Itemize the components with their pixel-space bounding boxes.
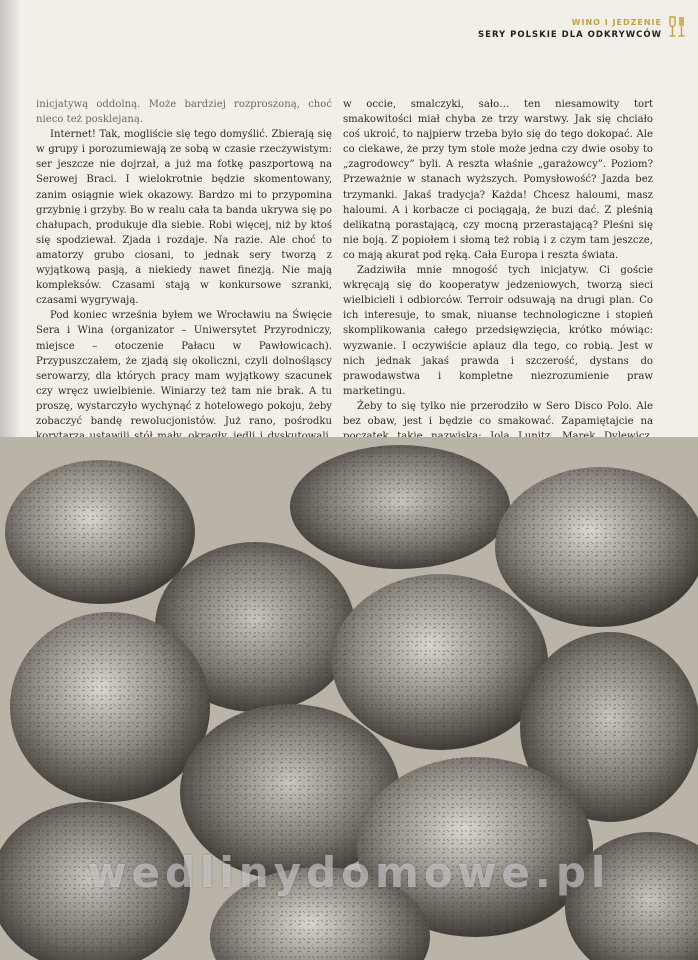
article-title: SERY POLSKIE DLA ODKRYWCÓW (478, 30, 662, 40)
watermark: wedlinydomowe.pl (87, 848, 611, 897)
paragraph: Internet! Tak, mogliście się tego domyślić. Zbierają się w grupy i porozumiewają ze sobą w czasie rzeczywistym: ser jeszcze nie dojrzał, a już ma fotkę paszportową na Serowej Braci. I wielokrotnie będzie skomentowany, zanim osiągnie wiek okazowy. Bardzo mi to przypomina grzybnię i grzyby. Bo w realu cała ta banda ukrywa się po chałupach, produkuje dla siebie. Robi więcej, niż by ktoś się spodziewał. Zjada i rozdaje. Na razie. Ale choć to amatorzy grubo ciosani, to jednak sery tworzą z wyjątkową pasją, a niekiedy nawet finezją. Nie mają kompleksów. Czasami stają w konkursowe szranki, czasami wygrywają. (36, 129, 332, 307)
article-column-right (343, 97, 653, 459)
section-label: WINO I JEDZENIE (571, 18, 662, 27)
paragraph: Zadziwiła mnie mnogość tych inicjatyw. Ci goście wkręcają się do kooperatyw jedzeniowych, tworzą sieci wielbicieli i odbiorców. Terroir odsuwają na drugi plan. Co ich interesuje, to smak, niuanse technologiczne i stopień skomplikowania całego przedsięwzięcia, krótko mówiąc: wyzwanie. I oczywiście aplauz dla tego, co robią. Jest w nich jednak jakaś prawda i szczerość, dystans do prawodawstwa i kompletne niezrozumienie praw marketingu. (343, 265, 653, 397)
paragraph-text: Żeby to się tylko nie przerodziło w Sero Disco Polo. Ale bez obaw, jest i będzie co smakować. Zapamiętajcie na (343, 400, 653, 427)
paragraph: Pod koniec września byłem we Wrocławiu na Święcie Sera i Wina (organizator – Uniwersytet Przyrodniczy, miejsce – otoczenie Pałacu w Pawłowicach). Przypuszczałem, że zjadą się okoliczni, czyli dolnośląscy serowarzy, dla których pracy mam wyjątkowy szacunek czy wręcz uwielbienie. Winiarzy też tam nie brak. A tu proszę, wystarczyło wychynąć z hotelowego pokoju, żeby zobaczyć bandę rewolucjonistów. Już rano, pośrodku (36, 310, 332, 427)
page-fold-shadow (0, 0, 22, 440)
paragraph: inicjatywą oddolną. Może bardziej rozproszoną, choć nieco też posklejaną. (36, 99, 332, 126)
page-header (478, 18, 662, 40)
paragraph: w occie, smalczyki, sało… ten niesamowity tort smakowitości miał chyba ze trzy warstwy. Jak się chciało coś ukroić, to najpierw trzeba było się do tego dokopać. Ale co ciekawe, że przy tym stole może jedna czy dwie osoby to „zagrodowcy” byli. A reszta właśnie „garażowcy”. Poziom? Przeważnie w stanach wyższych. Pomysłowość? Jazda bez trzymanki. Jakaś tradycja? Każda! Chcesz haloumi, masz haloumi. A i korbacze ci pociągają, że buzi dać. Z pleśnią delikatną porastającą, czy mocną przerastającą? Pleśni się nie boją. Z popiołem i słomą też robią i z czym tam jeszcze, co mają akurat pod ręką. Cała Europa i reszta świata. (343, 99, 653, 261)
wine-glass-icon (668, 16, 686, 42)
